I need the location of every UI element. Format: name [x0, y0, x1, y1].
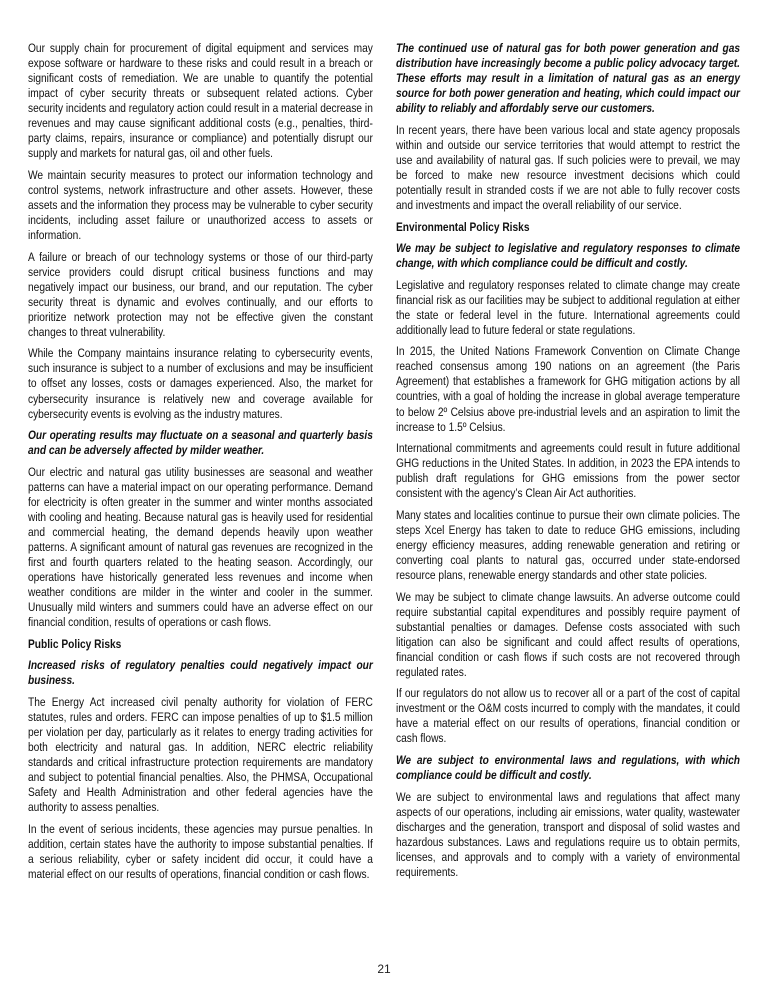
paragraph-serious-incidents: In the event of serious incidents, these agencies may pursue penalties. In addition, certain states have the authority to impose substantial penalties. If a serious reliability, cyber or safety incident did occur, it could have a material effect on our results of operations, financial condition or cash flows.: [28, 821, 373, 881]
paragraph-agency-proposals: In recent years, there have been various local and state agency proposals within and outside our service territories that would attempt to restrict the use and availability of natural gas. If such policies were to prevail, we may be forced to make new resource investment decisions which could potentially result in stranded costs if we are not able to fully recover costs and investments and impact the overall reliability of our service.: [396, 122, 741, 212]
paragraph-cost-recovery: If our regulators do not allow us to recover all or a part of the cost of capital investment or the O&M costs incurred to comply with the mandates, it could have a material effect on our results of operations, financial condition or cash flows.: [396, 686, 741, 746]
paragraph-paris-agreement: In 2015, the United Nations Framework Convention on Climate Change reached consensus among 190 nations on an agreement (the Paris Agreement) that establishes a framework for GHG mitigation actions by all countries, with a goal of holding the increase in global average temperature to below 2º Celsius above pre-industrial levels and an aspiration to limit the increase to 1.5º Celsius.: [396, 344, 741, 434]
paragraph-energy-act: The Energy Act increased civil penalty authority for violation of FERC statutes, rules and orders. FERC can impose penalties of up to $1.5 million per violation per day, particularly as it relates to energy trading activities for both electricity and natural gas. In addition, NERC electric reliability standards and critical infrastructure protection requirements are mandatory and subject to potential financial penalties. Also, the PHMSA, Occupational Safety and Health Administration and other federal agencies have the authority to assess penalties.: [28, 694, 373, 815]
paragraph-environmental-laws: We are subject to environmental laws and regulations that affect many aspects of our operations, including air emissions, water quality, wastewater discharges and the generation, transport and disposal of solid wastes and hazardous substances. Laws and regulations require us to obtain permits, licenses, and approvals and to comply with a variety of environmental requirements.: [396, 789, 741, 879]
paragraph-technology-failure: A failure or breach of our technology systems or those of our third-party service providers could disrupt critical business functions and may negatively impact our business, our brand, and our reputation. The cyber security threat is dynamic and evolves continually, and our efforts to prioritize network protection may not be effective given the constant changes to threat vulnerability.: [28, 249, 373, 339]
section-heading-public-policy: Public Policy Risks: [28, 636, 122, 651]
paragraph-climate-lawsuits: We may be subject to climate change lawsuits. An adverse outcome could require substantial capital expenditures and possibly require payment of substantial penalties or damages. Defense costs associated with such litigation can also be significant and could affect results of operations, financial condition or cash flows if such costs are not recovered through regulated rates.: [396, 589, 741, 679]
left-column-content: [28, 41, 373, 882]
paragraph-security-measures: We maintain security measures to protect our information technology and control systems, network infrastructure and other assets. However, these assets and the information they process may be vulnerable to cyber security incidents, including asset failure or unauthorized access to assets or information.: [28, 167, 373, 243]
risk-title-seasonal: Our operating results may fluctuate on a seasonal and quarterly basis and can be adversely affected by milder weather.: [28, 428, 373, 458]
paragraph-legislative-responses: Legislative and regulatory responses related to climate change may create financial risk as our facilities may be subject to additional regulation at either the state or federal level in the future. International agreements could additionally lead to future federal or state regulations.: [396, 277, 741, 337]
paragraph-cyber-insurance: While the Company maintains insurance relating to cybersecurity events, such insurance is subject to a number of exclusions and may be insufficient to offset any losses, costs or damages experienced. Also, the market for cybersecurity insurance is relatively new and coverage available for cybersecurity events is evolving as the industry matures.: [28, 346, 373, 421]
paragraph-international-commitments: International commitments and agreements could result in future additional GHG reductions in the United States. In addition, in 2023 the EPA intends to publish draft regulations for GHG emissions from the power sector consistent with the agency’s Clean Air Act authorities.: [396, 441, 741, 501]
left-column: [28, 41, 373, 888]
paragraph-supply-chain: Our supply chain for procurement of digital equipment and services may expose software or hardware to these risks and could result in a breach or significant costs of remediation. We are unable to quantify the potential impact of cyber security threats or subsequent related actions. Cyber security incidents and regulatory action could result in a material decrease in revenues and may cause significant additional costs (e.g., penalties, third-party claims, repairs, insurance or compliance) and potentially disrupt our supply and markets for natural gas, oil and other fuels.: [28, 41, 373, 161]
risk-title-environmental-laws: We are subject to environmental laws and regulations, with which compliance could be difficult and costly.: [396, 753, 741, 783]
risk-title-natural-gas-advocacy: The continued use of natural gas for both power generation and gas distribution have increasingly become a public policy advocacy target. These efforts may result in a limitation of natural gas as an energy source for both power generation and heating, which could impact our ability to reliably and affordably serve our customers.: [396, 41, 741, 116]
risk-title-climate-change: We may be subject to legislative and regulatory responses to climate change, with which compliance could be difficult and costly.: [396, 241, 741, 271]
right-column: [396, 41, 740, 886]
risk-title-regulatory-penalties: Increased risks of regulatory penalties could negatively impact our business.: [28, 658, 373, 688]
paragraph-state-climate-policies: Many states and localities continue to pursue their own climate policies. The steps Xcel Energy has taken to date to reduce GHG emissions, including energy efficiency measures, adding renewable generation and retiring or converting coal plants to natural gas, occurred under state-endorsed resource plans, renewable energy standards and other state policies.: [396, 507, 741, 582]
paragraph-seasonal-weather: Our electric and natural gas utility businesses are seasonal and weather patterns can have a material impact on our operating performance. Demand for electricity is often greater in the summer and winter months associated with cooling and heating. Because natural gas is heavily used for residential and commercial heating, the demand depends heavily upon weather patterns. A significant amount of natural gas revenues are recognized in the first and fourth quarters related to the heating season. Accordingly, our operations have historically generated less revenues and income when weather conditions are milder in the winter and cooler in the summer. Unusually mild winters and summers could have an adverse effect on our financial condition, results of operations or cash flows.: [28, 464, 373, 630]
section-heading-environmental-policy: Environmental Policy Risks: [396, 219, 530, 234]
right-column-content: [396, 41, 740, 880]
page-number: 21: [377, 962, 391, 976]
